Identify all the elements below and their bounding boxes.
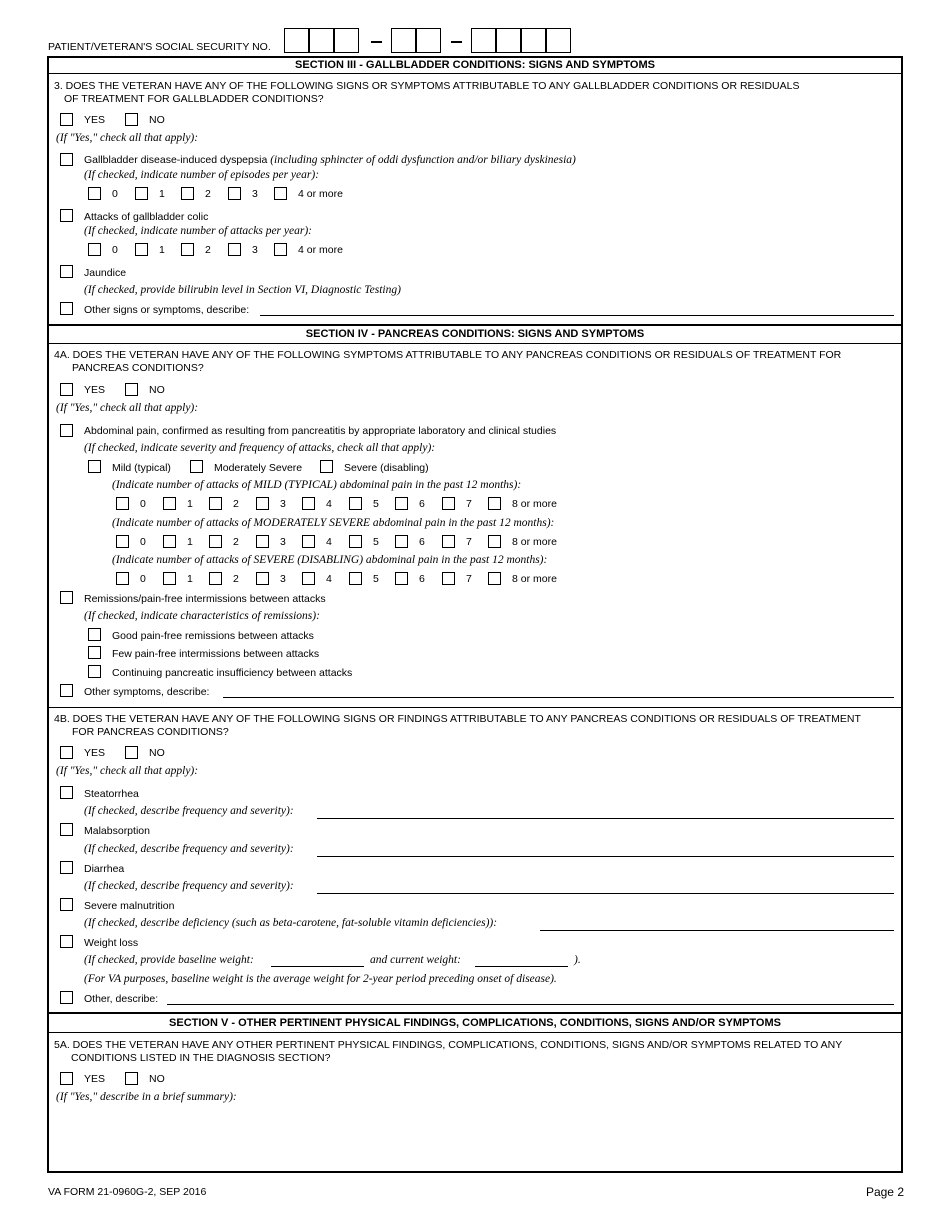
episodes-2-checkbox[interactable]: [181, 187, 194, 200]
baseline-weight-input[interactable]: [271, 966, 364, 967]
remissions-instruction: (If checked, indicate characteristics of remissions):: [84, 610, 320, 622]
q4b-yes-label: YES: [84, 747, 106, 759]
mild-count-2-checkbox[interactable]: [209, 497, 222, 510]
mild-count-8-checkbox[interactable]: [488, 497, 501, 510]
moderate-instruction: (Indicate number of attacks of MODERATELY SEVERE abdominal pain in the past 12 months):: [112, 517, 555, 529]
pancreas-other-symptoms-input[interactable]: [223, 697, 894, 698]
severity-moderate-checkbox[interactable]: [190, 460, 203, 473]
moderate-count-3-checkbox[interactable]: [256, 535, 269, 548]
option-label: 2: [205, 244, 211, 256]
remissions-checkbox[interactable]: [60, 591, 73, 604]
colic-checkbox[interactable]: [60, 209, 73, 222]
malabsorption-checkbox[interactable]: [60, 823, 73, 836]
q5a-yes-label: YES: [84, 1073, 106, 1085]
mild-count-7-checkbox[interactable]: [442, 497, 455, 510]
option-label: 0: [140, 536, 146, 548]
ssn-digit-box[interactable]: [284, 28, 309, 53]
question-3: [54, 80, 894, 106]
current-weight-label: and current weight:: [370, 954, 461, 966]
q4a-no-checkbox[interactable]: [125, 383, 138, 396]
option-label: Mild (typical): [112, 462, 171, 474]
question-3-line2: OF TREATMENT FOR GALLBLADDER CONDITIONS?: [64, 93, 324, 105]
weight-closing-paren: ).: [574, 954, 581, 966]
colic-instruction: (If checked, indicate number of attacks per year):: [84, 225, 312, 237]
option-label: 3: [252, 244, 258, 256]
option-label: 8 or more: [512, 498, 557, 510]
option-label: 8 or more: [512, 573, 557, 585]
severe-malnutrition-checkbox[interactable]: [60, 898, 73, 911]
q5a-no-label: NO: [149, 1073, 165, 1085]
gallbladder-other-input[interactable]: [260, 315, 894, 316]
moderate-count-0-checkbox[interactable]: [116, 535, 129, 548]
moderate-count-7-checkbox[interactable]: [442, 535, 455, 548]
ssn-digit-box[interactable]: [521, 28, 546, 53]
remissions-label: Remissions/pain-free intermissions between attacks: [84, 593, 326, 605]
option-label: Moderately Severe: [214, 462, 303, 474]
option-label: 1: [187, 573, 193, 585]
malabsorption-label: Malabsorption: [84, 825, 150, 837]
steatorrhea-label: Steatorrhea: [84, 788, 139, 800]
option-label: 4: [326, 536, 332, 548]
option-label: 2: [233, 573, 239, 585]
mild-count-6-checkbox[interactable]: [395, 497, 408, 510]
option-label: 5: [373, 536, 379, 548]
episodes-3-checkbox[interactable]: [228, 187, 241, 200]
few-intermissions-checkbox[interactable]: [88, 646, 101, 659]
page-number: Page 2: [865, 1185, 904, 1199]
severe-count-5-checkbox[interactable]: [349, 572, 362, 585]
severe-instruction: (Indicate number of attacks of SEVERE (DISABLING) abdominal pain in the past 12 months):: [112, 554, 548, 566]
option-label: 2: [205, 188, 211, 200]
moderate-count-1-checkbox[interactable]: [163, 535, 176, 548]
attacks-3-checkbox[interactable]: [228, 243, 241, 256]
q4b-instruction: (If "Yes," check all that apply):: [56, 765, 199, 777]
option-label: 5: [373, 573, 379, 585]
option-label: 2: [233, 498, 239, 510]
jaundice-instruction: (If checked, provide bilirubin level in Section VI, Diagnostic Testing): [84, 284, 401, 296]
q5a-no-checkbox[interactable]: [125, 1072, 138, 1085]
section-5-title: SECTION V - OTHER PERTINENT PHYSICAL FINDINGS, COMPLICATIONS, CONDITIONS, SIGNS AND/OR SYMPTOMS: [169, 1017, 781, 1029]
severe-count-6-checkbox[interactable]: [395, 572, 408, 585]
q4a-yes-checkbox[interactable]: [60, 383, 73, 396]
baseline-weight-note: (For VA purposes, baseline weight is the average weight for 2-year period preceding onset of disease).: [84, 973, 557, 985]
option-label: 3: [280, 573, 286, 585]
severe-malnutrition-instruction: (If checked, describe deficiency (such as beta-carotene, fat-soluble vitamin deficiencies)):: [84, 917, 498, 929]
q4a-instruction: (If "Yes," check all that apply):: [56, 402, 199, 414]
ssn-digit-box[interactable]: [334, 28, 359, 53]
mild-count-3-checkbox[interactable]: [256, 497, 269, 510]
steatorrhea-checkbox[interactable]: [60, 786, 73, 799]
ssn-label: PATIENT/VETERAN'S SOCIAL SECURITY NO.: [48, 41, 271, 53]
q3-yes-checkbox[interactable]: [60, 113, 73, 126]
severe-count-0-checkbox[interactable]: [116, 572, 129, 585]
ssn-digit-box[interactable]: [309, 28, 334, 53]
option-label: 6: [419, 573, 425, 585]
divider: [48, 324, 902, 326]
q3-instruction: (If "Yes," check all that apply):: [56, 132, 199, 144]
question-5a-line1: 5A. DOES THE VETERAN HAVE ANY OTHER PERTINENT PHYSICAL FINDINGS, COMPLICATIONS, CONDITIONS, SIGNS AND/OR SYMPTOMS RELATED TO ANY: [54, 1039, 843, 1051]
severe-malnutrition-input[interactable]: [540, 930, 894, 931]
ssn-digit-box[interactable]: [416, 28, 441, 53]
question-3-line1: 3. DOES THE VETERAN HAVE ANY OF THE FOLLOWING SIGNS OR SYMPTOMS ATTRIBUTABLE TO ANY GALLBLADDER CONDITIONS OR RESIDUALS: [54, 80, 800, 92]
q4b-no-label: NO: [149, 747, 165, 759]
option-label: 6: [419, 498, 425, 510]
steatorrhea-input[interactable]: [317, 818, 894, 819]
attacks-1-checkbox[interactable]: [135, 243, 148, 256]
option-label: 1: [187, 498, 193, 510]
question-5a-line2: CONDITIONS LISTED IN THE DIAGNOSIS SECTION?: [71, 1052, 331, 1064]
dyspepsia-instruction: (If checked, indicate number of episodes per year):: [84, 169, 320, 181]
colic-label: Attacks of gallbladder colic: [84, 211, 209, 223]
option-label: 1: [159, 244, 165, 256]
option-label: 5: [373, 498, 379, 510]
q5a-summary-textarea[interactable]: [56, 1108, 894, 1166]
few-intermissions-label: Few pain-free intermissions between attacks: [112, 648, 320, 660]
gallbladder-other-label: Other signs or symptoms, describe:: [84, 304, 250, 316]
q5a-yes-checkbox[interactable]: [60, 1072, 73, 1085]
mild-count-0-checkbox[interactable]: [116, 497, 129, 510]
section-3-title: SECTION III - GALLBLADDER CONDITIONS: SIGNS AND SYMPTOMS: [295, 59, 655, 71]
pancreas-other-symptoms-label: Other symptoms, describe:: [84, 686, 210, 698]
option-label: 2: [233, 536, 239, 548]
option-label: 8 or more: [512, 536, 557, 548]
option-label: 0: [140, 498, 146, 510]
moderate-count-8-checkbox[interactable]: [488, 535, 501, 548]
divider: [48, 343, 902, 344]
option-label: 3: [252, 188, 258, 200]
dyspepsia-label: Gallbladder disease-induced dyspepsia (including sphincter of oddi dysfunction and/or biliary dyskinesia): [84, 154, 576, 166]
diarrhea-label: Diarrhea: [84, 863, 125, 875]
pancreas-other-symptoms-checkbox[interactable]: [60, 684, 73, 697]
baseline-weight-label: (If checked, provide baseline weight:: [84, 954, 254, 966]
option-label: 3: [280, 498, 286, 510]
diarrhea-input[interactable]: [317, 893, 894, 894]
diarrhea-checkbox[interactable]: [60, 861, 73, 874]
severe-count-2-checkbox[interactable]: [209, 572, 222, 585]
option-label: 1: [187, 536, 193, 548]
severity-mild-checkbox[interactable]: [88, 460, 101, 473]
question-4a: [54, 349, 894, 375]
option-label: 7: [466, 536, 472, 548]
q5a-instruction: (If "Yes," describe in a brief summary):: [56, 1091, 237, 1103]
moderate-count-5-checkbox[interactable]: [349, 535, 362, 548]
divider: [48, 707, 902, 708]
q4a-no-label: NO: [149, 384, 165, 396]
option-label: 1: [159, 188, 165, 200]
option-label: 4 or more: [298, 244, 343, 256]
option-label: Severe (disabling): [344, 462, 429, 474]
severe-malnutrition-label: Severe malnutrition: [84, 900, 175, 912]
weight-loss-label: Weight loss: [84, 937, 139, 949]
divider: [48, 73, 902, 74]
option-label: 7: [466, 573, 472, 585]
pancreas-other-checkbox[interactable]: [60, 991, 73, 1004]
question-4a-line2: PANCREAS CONDITIONS?: [72, 362, 204, 374]
pancreatic-insufficiency-checkbox[interactable]: [88, 665, 101, 678]
option-label: 0: [112, 244, 118, 256]
jaundice-label: Jaundice: [84, 267, 127, 279]
episodes-1-checkbox[interactable]: [135, 187, 148, 200]
severe-count-7-checkbox[interactable]: [442, 572, 455, 585]
question-4a-line1: 4A. DOES THE VETERAN HAVE ANY OF THE FOLLOWING SYMPTOMS ATTRIBUTABLE TO ANY PANCREAS CONDITIONS OR RESIDUALS OF TREATMENT FOR: [54, 349, 842, 361]
ssn-digit-box[interactable]: [471, 28, 496, 53]
current-weight-input[interactable]: [475, 966, 568, 967]
malabsorption-input[interactable]: [317, 856, 894, 857]
q4b-yes-checkbox[interactable]: [60, 746, 73, 759]
moderate-count-4-checkbox[interactable]: [302, 535, 315, 548]
q4b-no-checkbox[interactable]: [125, 746, 138, 759]
q3-no-label: NO: [149, 114, 165, 126]
question-5a: [54, 1039, 894, 1065]
moderate-count-2-checkbox[interactable]: [209, 535, 222, 548]
q3-no-checkbox[interactable]: [125, 113, 138, 126]
mild-count-5-checkbox[interactable]: [349, 497, 362, 510]
form-number: VA FORM 21-0960G-2, SEP 2016: [48, 1186, 207, 1198]
pancreas-other-label: Other, describe:: [84, 993, 159, 1005]
question-4b-line1: 4B. DOES THE VETERAN HAVE ANY OF THE FOLLOWING SIGNS OR FINDINGS ATTRIBUTABLE TO ANY PANCREAS CONDITIONS OR RESIDUALS OF TREATMENT: [54, 713, 861, 725]
attacks-2-checkbox[interactable]: [181, 243, 194, 256]
ssn-dash: [451, 41, 462, 43]
severe-count-3-checkbox[interactable]: [256, 572, 269, 585]
good-remissions-label: Good pain-free remissions between attacks: [112, 630, 314, 642]
ssn-dash: [371, 41, 382, 43]
section-4-title: SECTION IV - PANCREAS CONDITIONS: SIGNS AND SYMPTOMS: [305, 328, 645, 340]
option-label: 4 or more: [298, 188, 343, 200]
ssn-digit-box[interactable]: [496, 28, 521, 53]
abdominal-pain-checkbox[interactable]: [60, 424, 73, 437]
abdominal-pain-instruction: (If checked, indicate severity and frequency of attacks, check all that apply):: [84, 442, 436, 454]
option-label: 0: [112, 188, 118, 200]
severe-count-4-checkbox[interactable]: [302, 572, 315, 585]
pancreatic-insufficiency-label: Continuing pancreatic insufficiency between attacks: [112, 667, 353, 679]
ssn-digit-box[interactable]: [546, 28, 571, 53]
good-remissions-checkbox[interactable]: [88, 628, 101, 641]
mild-count-4-checkbox[interactable]: [302, 497, 315, 510]
diarrhea-instruction: (If checked, describe frequency and severity):: [84, 880, 294, 892]
question-4b: [54, 713, 894, 739]
option-label: 3: [280, 536, 286, 548]
severity-severe-checkbox[interactable]: [320, 460, 333, 473]
malabsorption-instruction: (If checked, describe frequency and severity):: [84, 843, 294, 855]
jaundice-checkbox[interactable]: [60, 265, 73, 278]
option-label: 4: [326, 498, 332, 510]
severe-count-1-checkbox[interactable]: [163, 572, 176, 585]
option-label: 4: [326, 573, 332, 585]
moderate-count-6-checkbox[interactable]: [395, 535, 408, 548]
divider: [48, 1012, 902, 1014]
severe-count-8-checkbox[interactable]: [488, 572, 501, 585]
option-label: 7: [466, 498, 472, 510]
gallbladder-other-checkbox[interactable]: [60, 302, 73, 315]
ssn-digit-box[interactable]: [391, 28, 416, 53]
episodes-4-or-more-checkbox[interactable]: [274, 187, 287, 200]
abdominal-pain-label: Abdominal pain, confirmed as resulting from pancreatitis by appropriate laboratory and clinical studies: [84, 425, 557, 437]
option-label: 6: [419, 536, 425, 548]
mild-instruction: (Indicate number of attacks of MILD (TYPICAL) abdominal pain in the past 12 months):: [112, 479, 522, 491]
question-4b-line2: FOR PANCREAS CONDITIONS?: [72, 726, 229, 738]
dyspepsia-checkbox[interactable]: [60, 153, 73, 166]
weight-loss-checkbox[interactable]: [60, 935, 73, 948]
pancreas-other-input[interactable]: [167, 1004, 894, 1005]
q4a-yes-label: YES: [84, 384, 106, 396]
attacks-0-checkbox[interactable]: [88, 243, 101, 256]
divider: [48, 1032, 902, 1033]
q3-yes-label: YES: [84, 114, 106, 126]
episodes-0-checkbox[interactable]: [88, 187, 101, 200]
mild-count-1-checkbox[interactable]: [163, 497, 176, 510]
attacks-4-or-more-checkbox[interactable]: [274, 243, 287, 256]
steatorrhea-instruction: (If checked, describe frequency and severity):: [84, 805, 294, 817]
option-label: 0: [140, 573, 146, 585]
